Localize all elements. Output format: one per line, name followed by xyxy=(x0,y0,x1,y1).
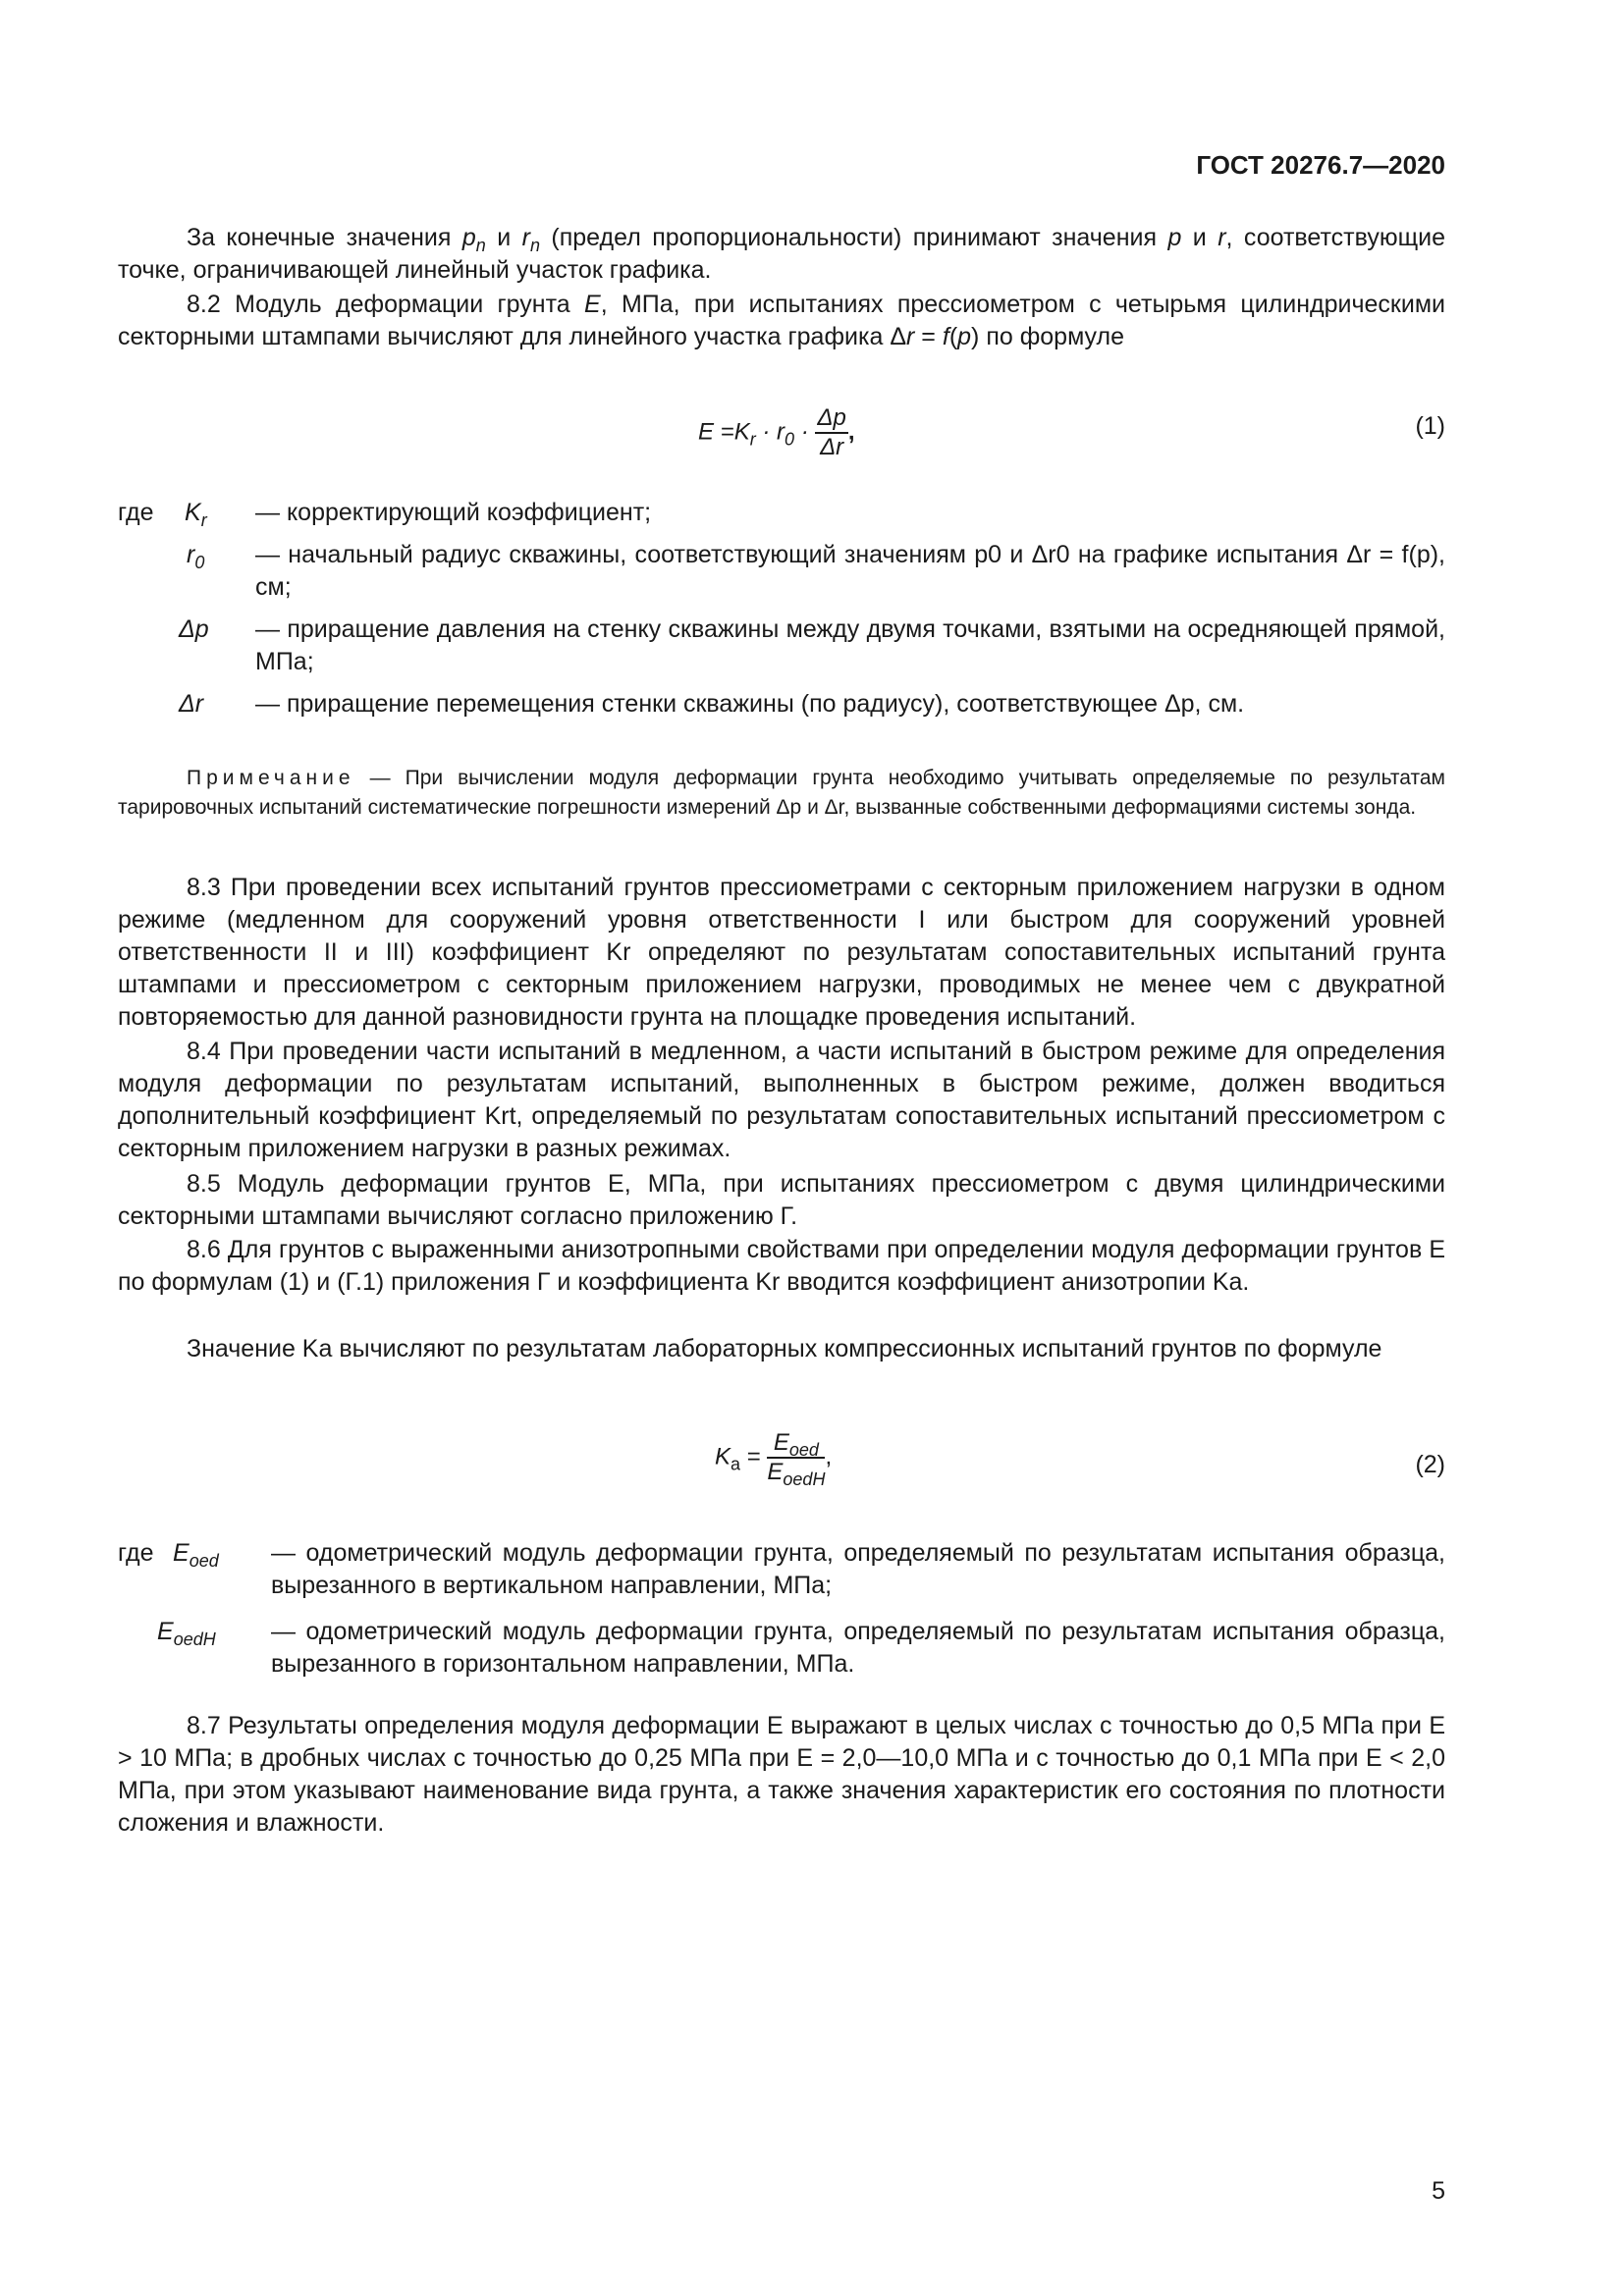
where-item-kr: где $K_r$ — корректирующий коэффициент; xyxy=(118,499,652,530)
paragraph-ka-intro: Значение Ka вычисляют по результатам лабораторных компрессионных испытаний грунтов по формуле xyxy=(187,1335,1382,1362)
where-list-1 xyxy=(118,497,1445,730)
where-item-dr: Δr — приращение перемещения стенки скважины (по радиусу), соответствующее Δp, см. xyxy=(179,690,1245,718)
paragraph-8-5: 8.5 Модуль деформации грунтов E, МПа, при испытаниях прессиометром с двумя цилиндрическими секторными штампами вычисляют согласно приложению Г. xyxy=(118,1170,1445,1230)
paragraph-8-7: 8.7 Результаты определения модуля деформации E выражают в целых числах с точностью до 0,5 МПа при E > 10 МПа; в дробных числах с точностью до 0,25 МПа при E = 2,0—10,0 МПа и с точностью до 0,1 МПа при E < 2,0 МПа, при этом указывают наименование вида грунта, а также значения характеристик его состояния по плотности сложения и влажности. xyxy=(118,1712,1445,1837)
page-number: 5 xyxy=(1432,2177,1445,2205)
note-block: Примечание — При вычислении модуля деформации грунта необходимо учитывать определяемые по результатам тарировочных испытаний систематические погрешности измерений Δp и Δr, вызванные собственными деформациями системы зонда. xyxy=(118,767,1445,819)
equation-number-2: (2) xyxy=(1415,1451,1445,1478)
paragraph-final-values: За конечные значения $p_n$ и $r_n$ (предел пропорциональности) принимают значения p и r, соответствующие точке, ограничивающей линейный участок графика. xyxy=(118,224,1446,284)
paragraph-8-3: 8.3 При проведении всех испытаний грунтов прессиометрами с секторным приложением нагрузки в одном режиме (медленном для сооружений уровня ответственности I или быстром для сооружений уровней ответственности II и III) коэффициент Kr определяют по результатам сопоставительных испытаний грунта штампами и прессиометром с секторным приложением нагрузки, проводимых не менее чем с двукратной повторяемостью для данной разновидности грунта на площадке проведения испытаний. xyxy=(118,874,1445,1031)
paragraph-8-4: 8.4 При проведении части испытаний в медленном, а части испытаний в быстром режиме для определения модуля деформации по результатам испытаний, выполненных в быстром режиме, должен вводиться дополнительный коэффициент Krt, определяемый по результатам сопоставительных испытаний прессиометром с секторным приложением нагрузки в разных режимах. xyxy=(118,1038,1445,1162)
where-item-r0: $r_0$ — начальный радиус скважины, соответствующий значениям p0 и Δr0 на графике испытания Δr = f(p), см; xyxy=(187,541,1445,601)
formula-2: $K_a$ = $\frac{E_{oed}}{E_{oedH}}$ , xyxy=(715,1429,833,1489)
where-item-dp: Δp — приращение давления на стенку скважины между двумя точками, взятыми на осредняющей прямой, МПа; xyxy=(179,615,1445,675)
standard-header: ГОСТ 20276.7—2020 xyxy=(1196,150,1445,180)
where-item-eoed: где $E_{oed}$ — одометрический модуль деформации грунта, определяемый по результатам испытания образца, вырезанного в вертикальном направлении, МПа; xyxy=(118,1539,1445,1599)
formula-1: $E =K_r \cdot r_0$ · $\frac{\Delta p}{\Delta r}$ , xyxy=(698,404,855,460)
equation-number-1: (1) xyxy=(1415,412,1445,440)
formula-1-fraction: $\frac{\Delta p}{\Delta r}$ xyxy=(817,404,846,460)
where-list-2 xyxy=(118,1537,1445,1690)
paragraph-8-6: 8.6 Для грунтов с выраженными анизотропными свойствами при определении модуля деформации грунтов E по формулам (1) и (Г.1) приложения Г и коэффициента Kr вводится коэффициент анизотропии Ka. xyxy=(118,1236,1445,1296)
formula-2-fraction: $\frac{E_{oed}}{E_{oedH}}$ xyxy=(767,1429,826,1489)
where-item-eoedh: $E_{oedH}$ — одометрический модуль деформации грунта, определяемый по результатам испытания образца, вырезанного в горизонтальном направлении, МПа. xyxy=(157,1618,1445,1678)
paragraph-8-2: 8.2 Модуль деформации грунта E, МПа, при испытаниях прессиометром с четырьмя цилиндрическими секторными штампами вычисляют для линейного участка графика Δr = f(p) по формуле xyxy=(118,291,1445,350)
